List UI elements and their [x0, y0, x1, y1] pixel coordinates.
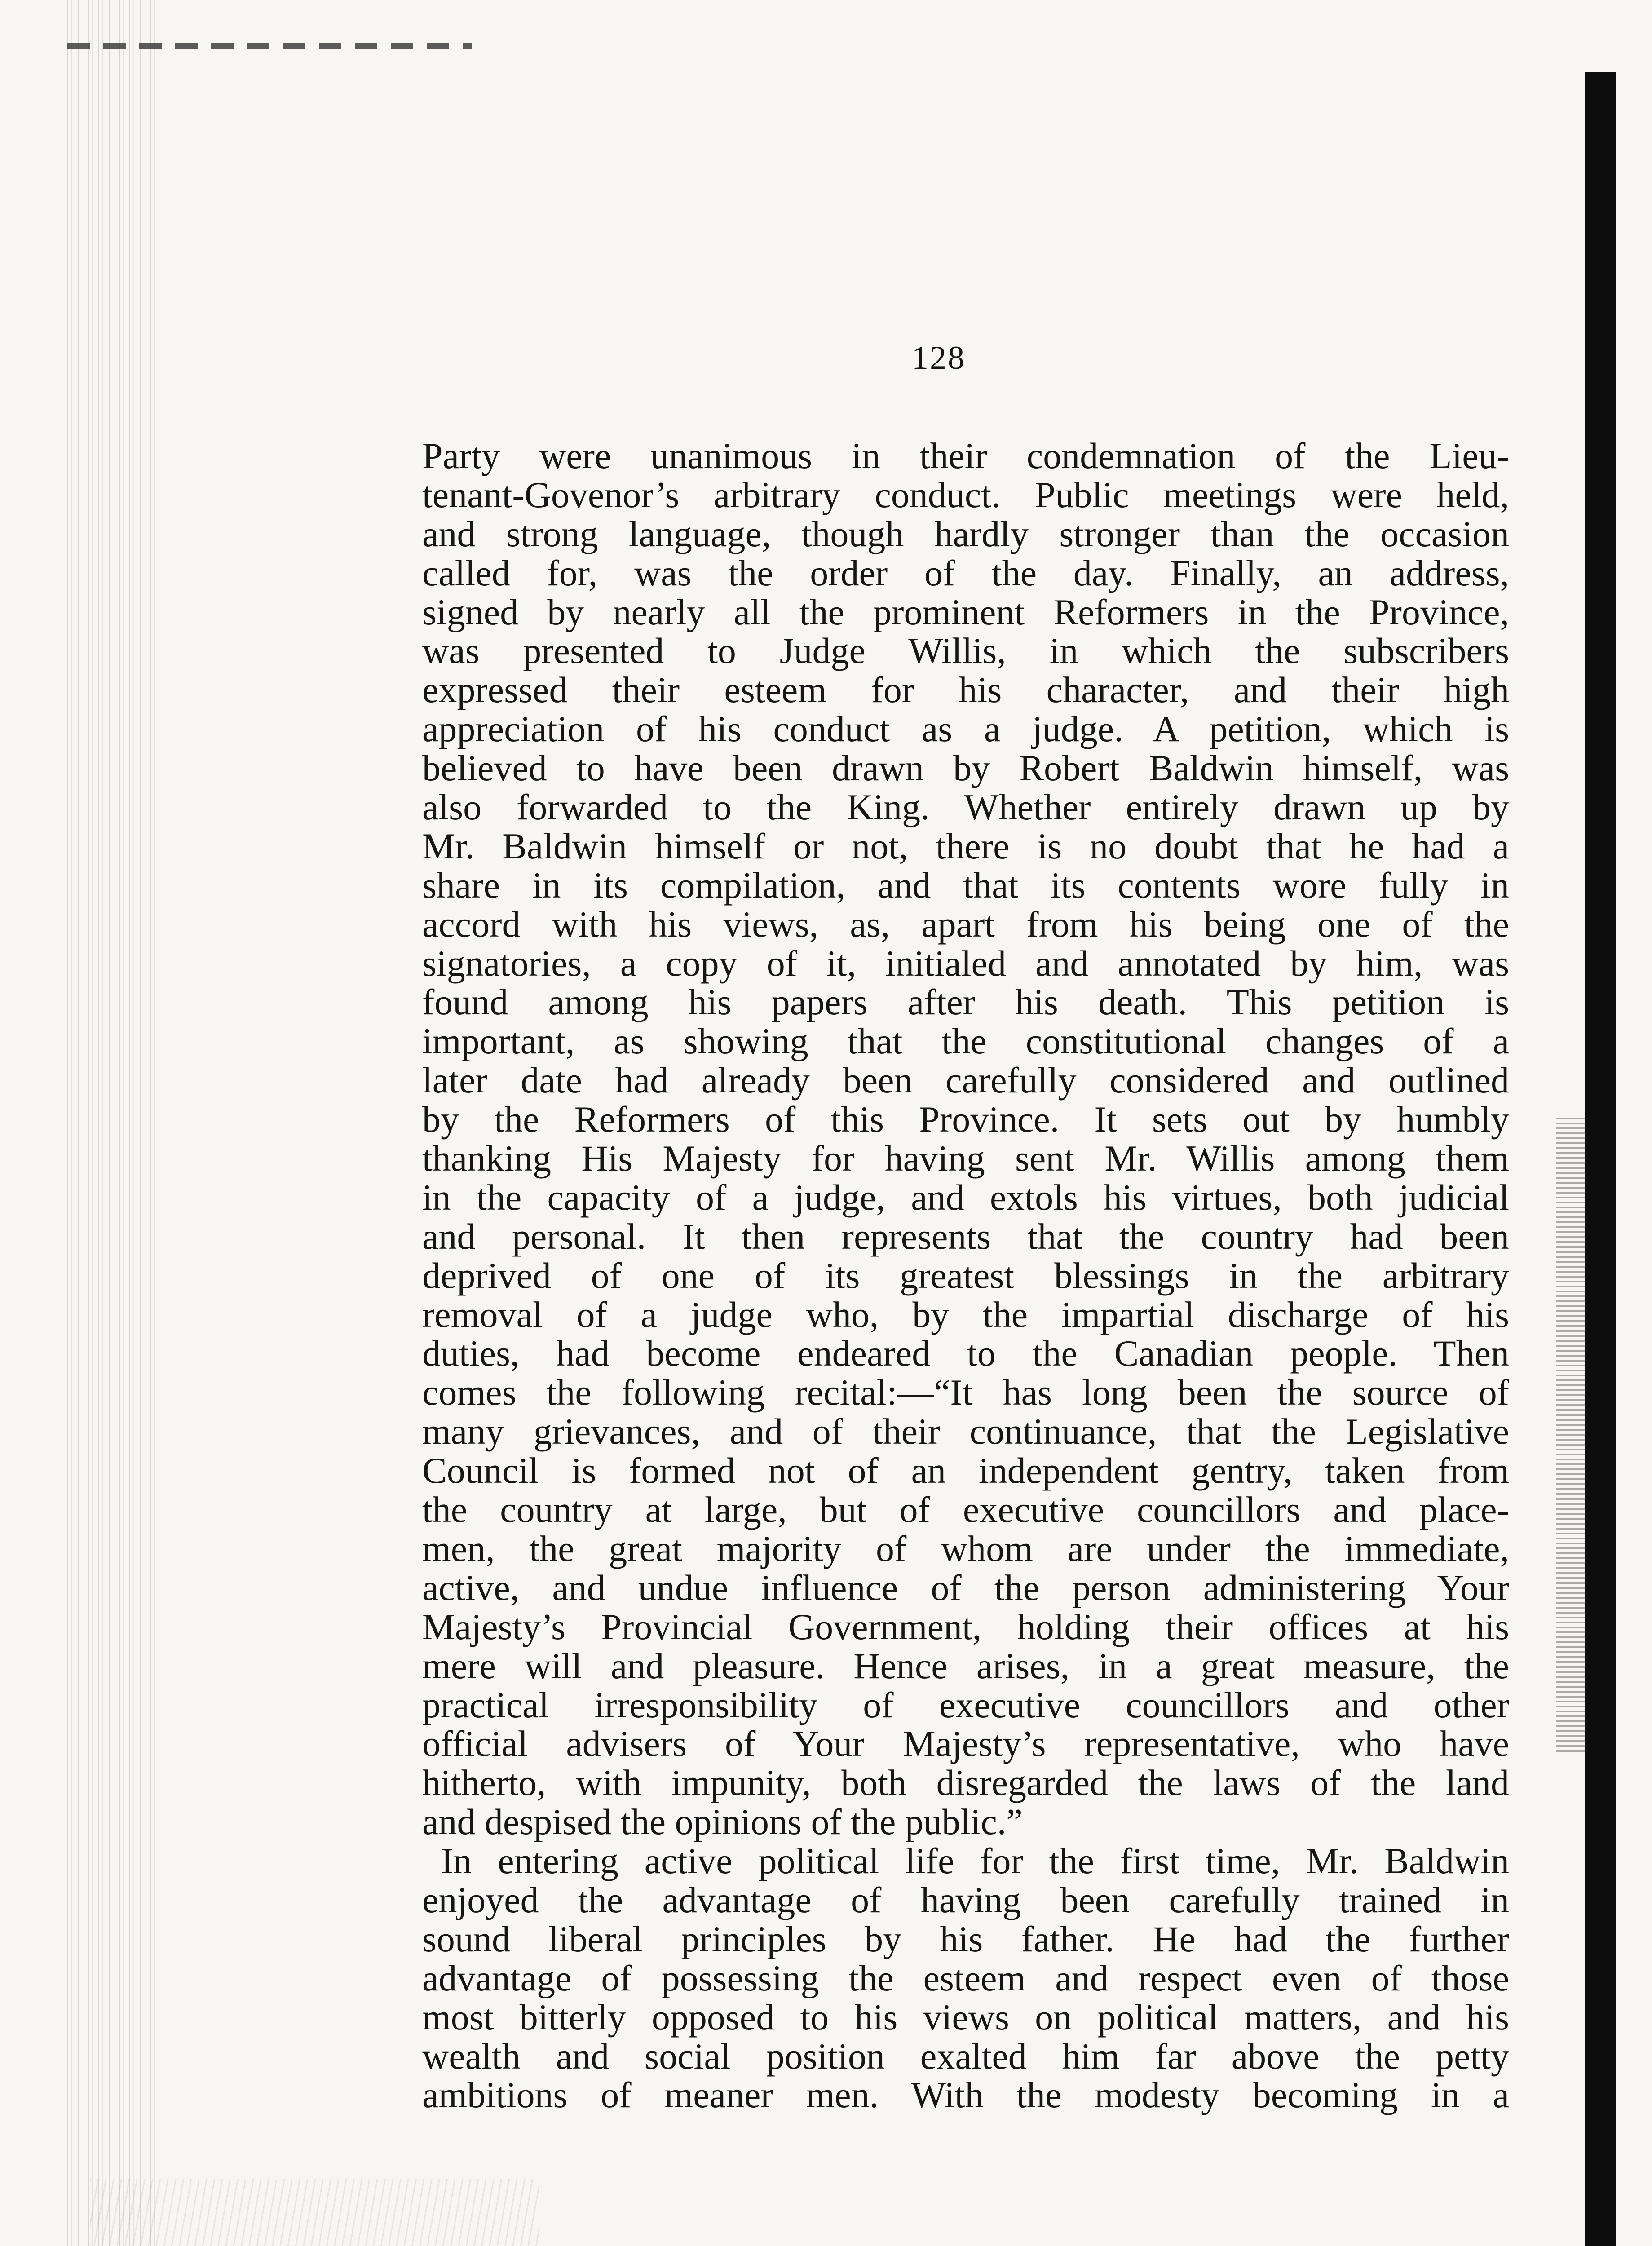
text-line: comes the following recital:—“It has long been the source of — [422, 1372, 1509, 1413]
scan-margin-noise-top — [67, 43, 472, 49]
text-line: many grievances, and of their continuance, that the Legislative — [422, 1411, 1509, 1452]
text-line: by the Reformers of this Province. It sets out by humbly — [422, 1099, 1509, 1140]
text-line: practical irresponsibility of executive councillors and other — [422, 1684, 1509, 1725]
text-line: later date had already been carefully considered and outlined — [422, 1060, 1509, 1101]
text-line: in the capacity of a judge, and extols his virtues, both judicial — [422, 1176, 1509, 1218]
text-line: removal of a judge who, by the impartial discharge of his — [422, 1294, 1509, 1335]
text-line: appreciation of his conduct as a judge. A petition, which is — [422, 708, 1509, 750]
scan-margin-noise-left — [67, 0, 157, 2246]
text-line: also forwarded to the King. Whether entirely drawn up by — [422, 787, 1509, 828]
text-line: thanking His Majesty for having sent Mr. Willis among them — [422, 1138, 1509, 1179]
text-line: share in its compilation, and that its contents wore fully in — [422, 864, 1509, 906]
text-line: important, as showing that the constitutional changes of a — [422, 1021, 1509, 1062]
text-line: signed by nearly all the prominent Reformers in the Province, — [422, 591, 1509, 632]
text-line: and personal. It then represents that the country had been — [422, 1216, 1509, 1257]
text-line: wealth and social position exalted him far above the petty — [422, 2035, 1509, 2077]
text-line: In entering active political life for the first time, Mr. Baldwin — [441, 1840, 1509, 1882]
binding-shadow-haze — [1556, 1114, 1588, 1752]
text-line: and despised the opinions of the public.” — [422, 1801, 1023, 1843]
text-line: Party were unanimous in their condemnation of the Lieu- — [422, 435, 1509, 476]
text-line: called for, was the order of the day. Finally, an address, — [422, 552, 1509, 593]
text-line: Council is formed not of an independent gentry, taken from — [422, 1450, 1509, 1491]
text-line: deprived of one of its greatest blessings in the arbitrary — [422, 1255, 1509, 1296]
text-line: most bitterly opposed to his views on political matters, and his — [422, 1996, 1509, 2038]
text-line: enjoyed the advantage of having been carefully trained in — [422, 1879, 1509, 1920]
text-line: believed to have been drawn by Robert Baldwin himself, was — [422, 747, 1509, 789]
page-number: 128 — [912, 340, 966, 376]
text-line: sound liberal principles by his father. He had the further — [422, 1918, 1509, 1959]
text-line: advantage of possessing the esteem and respect even of those — [422, 1957, 1509, 1998]
text-line: Mr. Baldwin himself or not, there is no doubt that he had a — [422, 825, 1509, 867]
text-line: mere will and pleasure. Hence arises, in a great measure, the — [422, 1645, 1509, 1686]
paragraph — [422, 437, 1509, 1842]
text-line: signatories, a copy of it, initialed and annotated by him, was — [422, 942, 1509, 984]
text-line: hitherto, with impunity, both disregarded the laws of the land — [422, 1762, 1509, 1804]
text-line: official advisers of Your Majesty’s representative, who have — [422, 1723, 1509, 1764]
text-line: expressed their esteem for his character, and their high — [422, 669, 1509, 711]
body-text — [422, 437, 1509, 2115]
text-line: and strong language, though hardly stronger than the occasion — [422, 513, 1509, 554]
text-line: found among his papers after his death. This petition is — [422, 982, 1509, 1023]
text-line: ambitions of meaner men. With the modesty becoming in a — [422, 2074, 1509, 2116]
text-line: the country at large, but of executive councillors and place- — [422, 1489, 1509, 1530]
paragraph — [422, 1842, 1509, 2115]
text-line: duties, had become endeared to the Canadian people. Then — [422, 1333, 1509, 1374]
text-line: men, the great majority of whom are under the immediate, — [422, 1528, 1509, 1569]
scan-margin-noise-bottom — [90, 2179, 539, 2246]
text-line: tenant-Govenor’s arbitrary conduct. Public meetings were held, — [422, 474, 1509, 515]
text-line: active, and undue influence of the person administering Your — [422, 1567, 1509, 1608]
text-line: Majesty’s Provincial Government, holding their offices at his — [422, 1606, 1509, 1647]
text-line: was presented to Judge Willis, in which the subscribers — [422, 630, 1509, 672]
text-line: accord with his views, as, apart from his being one of the — [422, 903, 1509, 945]
book-binding-shadow — [1585, 72, 1616, 2246]
